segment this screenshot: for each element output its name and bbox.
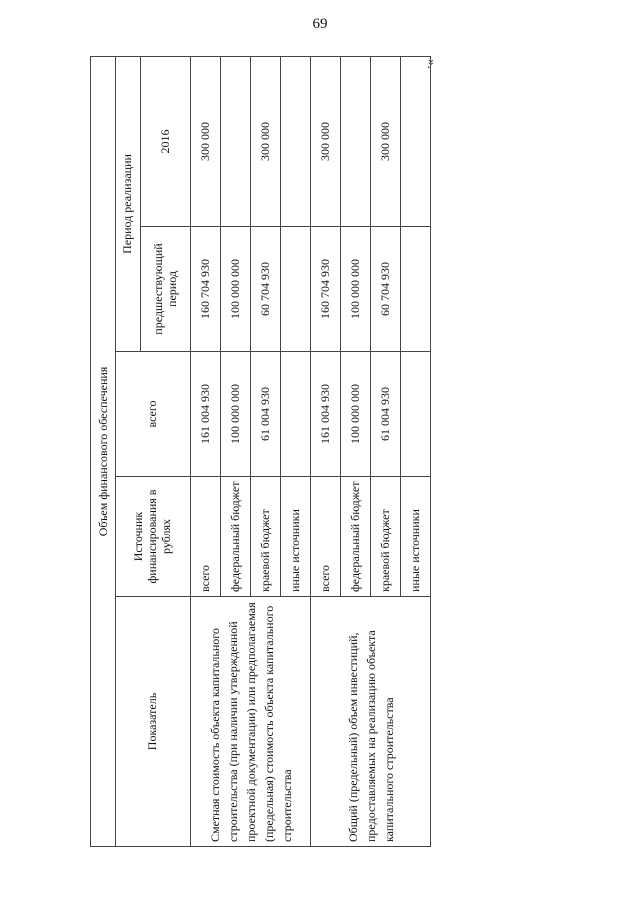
year-2016-cell: [401, 56, 431, 226]
total-cell: [281, 352, 311, 477]
source-cell: краевой бюджет: [371, 477, 401, 597]
source-cell: федеральный бюджет: [341, 477, 371, 597]
year-2016-cell: 300 000: [311, 56, 341, 226]
source-cell: всего: [191, 477, 221, 597]
previous-period-cell: 60 704 930: [251, 227, 281, 352]
year-2016-cell: 300 000: [371, 56, 401, 226]
financing-table: [90, 56, 431, 847]
year-2016-cell: 300 000: [251, 56, 281, 226]
total-cell: 61 004 930: [251, 352, 281, 477]
total-cell: 61 004 930: [371, 352, 401, 477]
closing-quote: ».: [424, 59, 440, 69]
year-2016-cell: [221, 56, 251, 226]
year-2016-cell: [281, 56, 311, 226]
year-2016-header: 2016: [141, 56, 191, 226]
indicator-column-header: Показатель: [116, 597, 191, 847]
total-cell: [401, 352, 431, 477]
table-row: [191, 56, 221, 846]
previous-period-cell: 100 000 000: [341, 227, 371, 352]
source-cell: иные источники: [401, 477, 431, 597]
table-row: [311, 56, 341, 846]
source-cell: всего: [311, 477, 341, 597]
period-column-header: Период реализации: [116, 56, 141, 351]
total-cell: 100 000 000: [341, 352, 371, 477]
previous-period-header: предшествующий период: [141, 227, 191, 352]
year-2016-cell: 300 000: [191, 56, 221, 226]
previous-period-cell: [281, 227, 311, 352]
source-column-header: Источник финансирования в рублях: [116, 477, 191, 597]
previous-period-cell: 160 704 930: [311, 227, 341, 352]
rotated-table-container: [90, 57, 422, 847]
previous-period-cell: 100 000 000: [221, 227, 251, 352]
indicator-estimated-cost: Сметная стоимость объекта капитального строительства (при наличии утвержденной проектной документации) или предполагаемая (предельная) стоимость объекта капитального строительства: [191, 597, 311, 847]
previous-period-cell: 160 704 930: [191, 227, 221, 352]
page-number: 69: [312, 16, 328, 32]
financing-volume-header: Объем финансового обеспечения: [91, 56, 116, 846]
source-cell: федеральный бюджет: [221, 477, 251, 597]
source-cell: иные источники: [281, 477, 311, 597]
total-cell: 100 000 000: [221, 352, 251, 477]
indicator-total-investment: Общий (предельный) объем инвестиций, предоставляемых на реализацию объекта капитального строительства: [311, 597, 431, 847]
total-column-header: всего: [116, 352, 191, 477]
year-2016-cell: [341, 56, 371, 226]
source-cell: краевой бюджет: [251, 477, 281, 597]
total-cell: 161 004 930: [191, 352, 221, 477]
previous-period-cell: 60 704 930: [371, 227, 401, 352]
previous-period-cell: [401, 227, 431, 352]
total-cell: 161 004 930: [311, 352, 341, 477]
